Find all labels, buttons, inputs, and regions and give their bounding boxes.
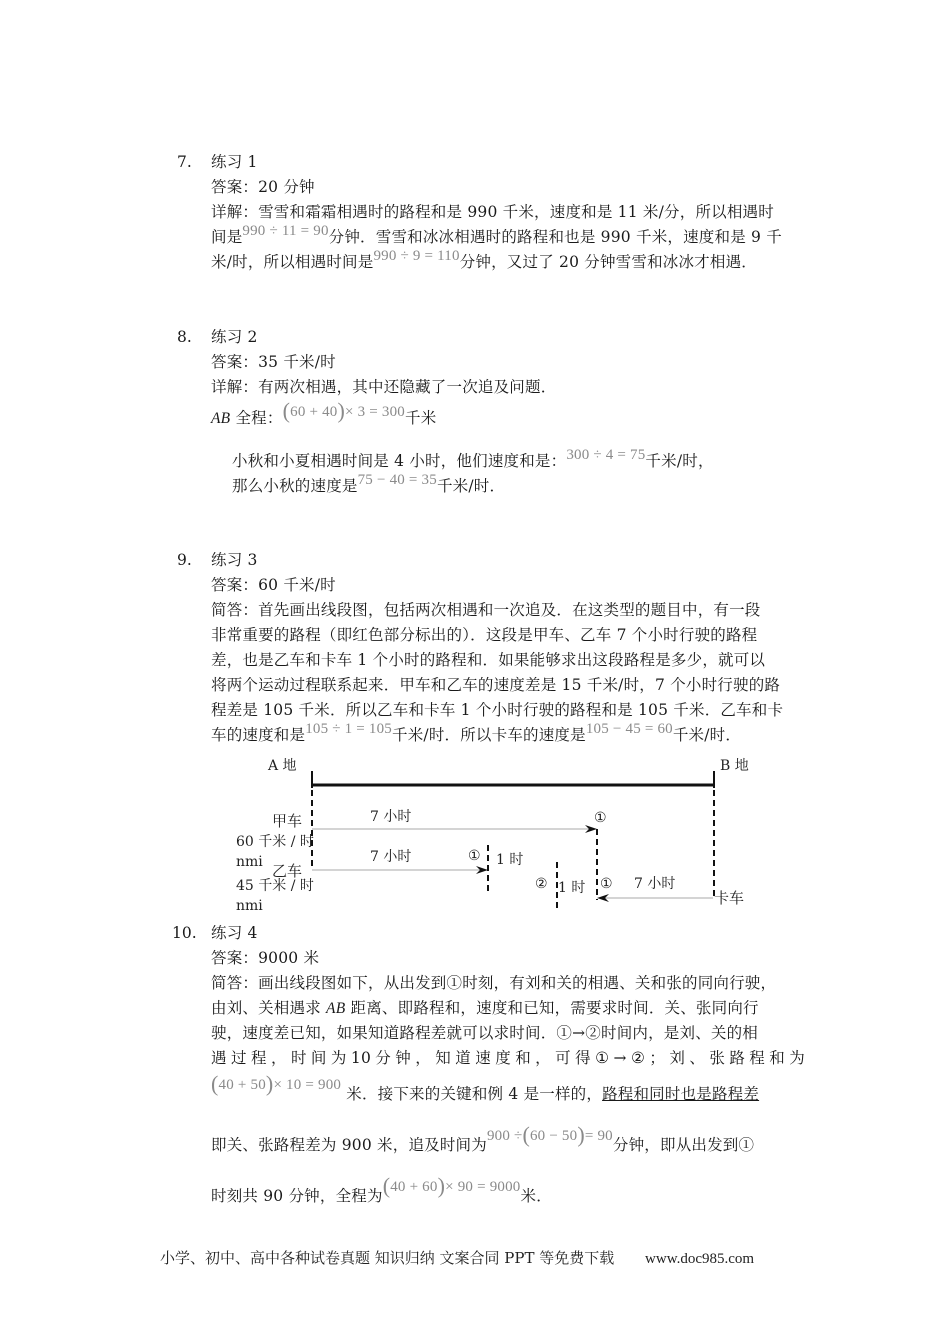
char: 得	[575, 1049, 591, 1067]
meet-mark-2: ②	[535, 876, 548, 892]
char: 遇	[211, 1049, 227, 1067]
item-title: 练习 2	[211, 328, 258, 346]
char: 为	[330, 1049, 347, 1067]
yi-speed-label: 45 千米 / 时	[236, 878, 314, 894]
char: 过	[230, 1049, 247, 1067]
text: 全程：	[235, 409, 283, 427]
text: 分钟，又过了 20 分钟雪雪和冰冰才相遇．	[459, 253, 757, 271]
jia-unit-label: nmi	[236, 854, 263, 870]
text: 米/时，所以相遇时间是	[211, 253, 374, 271]
char: 钟	[395, 1049, 411, 1067]
detail-line: 程差是 105 千米．所以乙车和卡车 1 个小时行驶的路程和是 105 千米．乙车和卡	[211, 701, 784, 719]
math-expression: 75 − 40 = 35	[357, 472, 437, 488]
item-title: 练习 1	[211, 153, 258, 171]
math-expression: 990 ÷ 9 = 110	[373, 248, 460, 264]
char: →	[613, 1049, 627, 1067]
car-yi-label: 乙车	[272, 862, 303, 880]
detail-line: 驶，速度差已知，如果知道路程差就可以求时间．①→②时间内，是刘、关的相	[211, 1024, 758, 1042]
detail-line: 详解：有两次相遇，其中还隐藏了一次追及问题．	[211, 378, 557, 396]
a-label: A 地	[268, 758, 297, 774]
text: 千米/时．	[672, 726, 742, 744]
math-expression: 300 ÷ 4 = 75	[566, 447, 646, 463]
char: ，	[270, 1049, 287, 1067]
meet-mark-1: ①	[600, 876, 613, 892]
answer: 答案：20 分钟	[211, 178, 315, 196]
item-title: 练习 3	[211, 551, 258, 569]
answer: 答案：35 千米/时	[211, 353, 336, 371]
text: 时刻共 90 分钟，全程为	[211, 1187, 383, 1205]
char: 程	[749, 1049, 765, 1067]
text: 千米/时．	[436, 477, 506, 495]
detail-line: 非常重要的路程（即红色部分标出的）．这段是甲车、乙车 7 个小时行驶的路程	[211, 626, 758, 644]
footer	[160, 1247, 754, 1268]
truck-label: 卡车	[714, 889, 745, 907]
math-expression: 900 ÷(60 − 50)= 90	[486, 1122, 613, 1147]
detail-line: 将两个运动过程联系起来．甲车和乙车的速度差是 15 千米/时，7 个小时行驶的路	[211, 676, 781, 694]
yi-time-label: 7 小时	[370, 849, 412, 865]
jia-time-label: 7 小时	[370, 809, 412, 825]
detail-line: 简答：画出线段图如下，从出发到①时刻，有刘和关的相遇、关和张的同向行驶，	[211, 974, 777, 992]
text: 由刘、关相遇求	[211, 999, 321, 1017]
char: 、	[689, 1049, 706, 1067]
text: 千米/时．所以卡车的速度是	[392, 726, 586, 744]
item-number: 7.	[177, 153, 192, 171]
math-expression: (40 + 60)× 90 = 9000	[382, 1173, 521, 1198]
footer-url[interactable]: www.doc985.com	[645, 1251, 755, 1267]
ab-label: AB	[211, 410, 231, 427]
char: 时	[290, 1049, 307, 1067]
item-number: 10.	[172, 924, 197, 942]
text: 米．接下来的关键和例 4 是一样的，	[346, 1085, 603, 1103]
equation-line	[211, 1071, 760, 1105]
char: 和	[515, 1049, 531, 1067]
underlined-text: 路程和同时也是路程差	[602, 1085, 760, 1103]
text: 分钟．雪雪和冰冰相遇时的路程和也是 990 千米，速度和是 9 千	[328, 228, 782, 246]
char: ，	[415, 1049, 431, 1067]
text: 小秋和小夏相遇时间是 4 小时，他们速度和是：	[232, 452, 567, 470]
char: 10	[350, 1049, 372, 1067]
char: 道	[455, 1049, 471, 1067]
char: ，	[535, 1049, 551, 1067]
jia-speed-label: 60 千米 / 时	[236, 834, 314, 850]
detail-line: 详解：雪雪和霜霜相遇时的路程和是 990 千米，速度和是 11 米/分，所以相遇时	[211, 203, 774, 221]
char: 知	[435, 1049, 451, 1067]
char: ②	[630, 1049, 646, 1067]
detail-line	[211, 1122, 755, 1156]
item-title: 练习 4	[211, 924, 258, 942]
text: 距离、即路程和，速度和已知，需要求时间．关、张同向行	[350, 999, 759, 1017]
one-hour-label: 1 时	[496, 852, 524, 868]
answer: 答案：60 千米/时	[211, 576, 336, 594]
detail-line	[211, 998, 759, 1019]
char: 和	[769, 1049, 785, 1067]
math-expression: (40 + 50)× 10 = 900	[211, 1071, 342, 1096]
char: 路	[729, 1049, 746, 1067]
math-expression: 990 ÷ 11 = 90	[242, 223, 329, 239]
truck-time-label: 7 小时	[634, 876, 676, 892]
text: 间是	[211, 228, 243, 246]
meet-mark-1: ①	[468, 848, 481, 864]
char: 张	[709, 1049, 726, 1067]
yi-unit-label: nmi	[236, 898, 263, 914]
text: 即关、张路程差为 900 米，追及时间为	[211, 1136, 487, 1154]
text: 车的速度和是	[211, 726, 306, 744]
text: 千米/时，	[645, 452, 714, 470]
char: ；	[649, 1049, 666, 1067]
math-expression: 105 − 45 = 60	[585, 721, 673, 737]
char: 速	[475, 1049, 491, 1067]
char: 程	[250, 1049, 267, 1067]
car-jia-label: 甲车	[272, 812, 303, 830]
char: 间	[310, 1049, 327, 1067]
math-expression: (60 + 40)× 3 = 300	[282, 398, 406, 423]
char: ①	[595, 1049, 610, 1067]
char: 可	[555, 1049, 571, 1067]
char: 分	[375, 1049, 391, 1067]
detail-line: 简答：首先画出线段图，包括两次相遇和一次追及．在这类型的题目中，有一段	[211, 601, 761, 619]
unit: 千米	[405, 409, 437, 427]
text: 分钟，即从出发到①	[612, 1136, 755, 1154]
detail-line: 差，也是乙车和卡车 1 个小时的路程和．如果能够求出这段路程是多少，就可以	[211, 651, 766, 669]
detail-line	[211, 1173, 552, 1207]
answer: 答案：9000 米	[211, 949, 320, 967]
one-hour-label: 1 时	[558, 880, 586, 896]
math-expression: 105 ÷ 1 = 105	[305, 721, 392, 737]
text: 那么小秋的速度是	[232, 477, 358, 495]
footer-text: 小学、初中、高中各种试卷真题 知识归纳 文案合同 PPT 等免费下载	[160, 1249, 615, 1267]
detail-line-justified	[211, 1048, 805, 1068]
ab-label: AB	[326, 1000, 346, 1017]
char: 为	[789, 1049, 805, 1067]
item-number: 8.	[177, 328, 192, 346]
text: 米．	[520, 1187, 552, 1205]
item-number: 9.	[177, 551, 192, 569]
meet-mark-1: ①	[594, 810, 607, 826]
char: 度	[495, 1049, 511, 1067]
b-label: B 地	[720, 758, 749, 774]
char: 刘	[669, 1049, 686, 1067]
